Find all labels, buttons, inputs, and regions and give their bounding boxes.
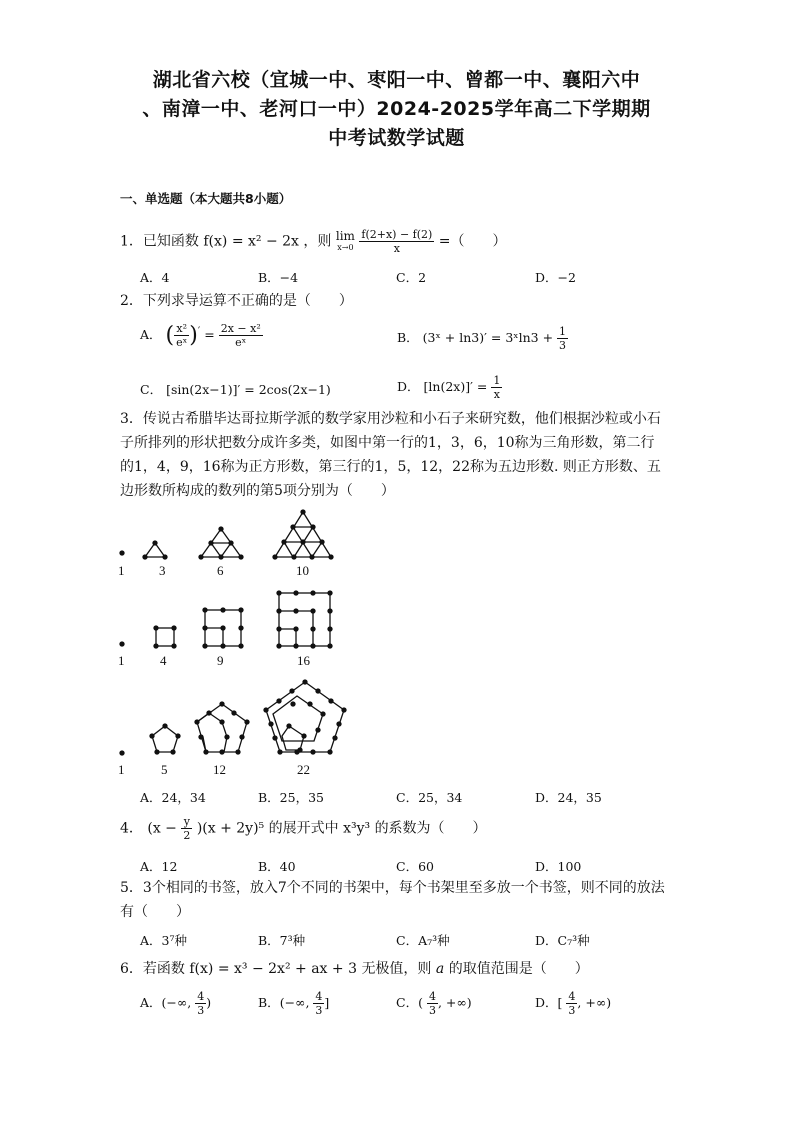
q2-d-num: 1 <box>493 374 501 387</box>
question-6 <box>120 958 589 978</box>
q2-d-den: x <box>493 388 500 401</box>
q3-option-a: A．24，34 <box>140 790 206 805</box>
q5-option-a: A．3⁷种 <box>140 933 187 948</box>
q5-option-d: D．C₇³种 <box>535 933 590 948</box>
q6-d-num: 4 <box>568 990 576 1003</box>
q2-b-fraction <box>557 325 568 352</box>
q6-a-den: 3 <box>197 1004 205 1017</box>
q6-b-fraction <box>313 990 324 1017</box>
q6-d-den: 3 <box>568 1004 576 1017</box>
q2-b-expr: (3ˣ + ln3)′ = 3ˣln3 + <box>422 330 554 345</box>
q6-d-left: [ <box>557 995 563 1010</box>
sq-label-1: 1 <box>118 653 125 668</box>
q6-c-num: 4 <box>428 990 436 1003</box>
q4-term: x³y³ <box>343 820 371 837</box>
q4-option-c: C．60 <box>396 859 434 874</box>
tri-6-shape <box>199 527 243 559</box>
tri-label-6: 6 <box>217 563 224 578</box>
q2-d-fraction <box>491 374 502 401</box>
q3-option-c: C．25，34 <box>396 790 463 805</box>
q2-option-a: A． ( $\frac{\text{x²}}{\text{eˣ}}$ )′ = $\frac{\text{2x − x²}}{\text{eˣ}}$ <box>140 322 261 349</box>
q6-c-label: C． <box>396 995 419 1010</box>
question-2-stem: 2．下列求导运算不正确的是（ ） <box>120 293 353 309</box>
q4-expr-a: (x − <box>147 820 177 837</box>
q4-suffix: 的系数为（ ） <box>374 820 487 837</box>
q1-option-d: D．−2 <box>535 270 576 285</box>
q6-c-left: ( <box>418 995 423 1010</box>
q6-option-b <box>258 990 329 1017</box>
q6-b-right: ] <box>324 995 330 1010</box>
q6-option-c <box>396 990 472 1017</box>
title-line-3: 中考试数学试题 <box>328 127 465 149</box>
q4-option-a: A．12 <box>140 859 178 874</box>
q1-lim-text: lim <box>335 228 355 243</box>
q4-prefix: 4． <box>120 820 143 837</box>
q3-option-b: B．25，35 <box>258 790 324 805</box>
pent-22-shape <box>264 680 346 754</box>
q1-option-c: C．2 <box>396 270 427 285</box>
q2-a-left-fraction <box>174 322 189 349</box>
page-title <box>100 66 693 153</box>
q6-a-right: ) <box>206 995 212 1010</box>
q6-d-label: D． <box>535 995 558 1010</box>
q2-b-num: 1 <box>559 325 567 338</box>
q2-a-label: A． <box>140 327 162 342</box>
q5-option-b: B．7³种 <box>258 933 306 948</box>
q6-option-a <box>140 990 211 1017</box>
q1-function: f(x) = x² − 2x <box>203 233 299 250</box>
tri-10-shape <box>273 510 333 559</box>
q4-fraction-num: y <box>181 815 192 829</box>
q2-a-right-den: eˣ <box>235 336 247 349</box>
pent-label-1: 1 <box>118 762 125 777</box>
q2-d-expr: [ln(2x)]′ = <box>423 379 488 394</box>
sq-1-dot <box>120 642 124 646</box>
q6-b-num: 4 <box>315 990 323 1003</box>
q6-option-d <box>535 990 611 1017</box>
q2-option-c <box>140 380 331 398</box>
q6-a-left: (−∞, <box>161 995 192 1010</box>
q2-b-den: 3 <box>559 339 567 352</box>
q6-suffix: 的取值范围是（ ） <box>448 961 589 977</box>
q6-b-label: B． <box>258 995 280 1010</box>
q2-option-d <box>397 374 502 401</box>
tri-3-shape <box>143 541 167 559</box>
figurate-numbers-figure <box>110 508 470 773</box>
q4-fraction-den: 2 <box>183 829 191 842</box>
sq-label-16: 16 <box>297 653 310 668</box>
pent-12-shape <box>195 702 249 754</box>
q1-option-b: B．−4 <box>258 270 299 285</box>
q6-c-den: 3 <box>428 1004 436 1017</box>
sq-4-shape <box>154 626 176 648</box>
q2-c-label: C． <box>140 382 163 397</box>
q4-option-b: B．40 <box>258 859 296 874</box>
q4-fraction <box>181 815 192 842</box>
pent-label-12: 12 <box>213 762 226 777</box>
sq-label-4: 4 <box>160 653 167 668</box>
question-3-stem: 3．传说古希腊毕达哥拉斯学派的数学家用沙粒和小石子来研究数，他们根据沙粒或小石子所排列的形状把数分成许多类，如图中第一行的1，3，6，10称为三角形数，第二行的1，4，9，16称为正方形数，第三行的1，5，12，22称为五边形数. 则正方形数、五边形数所构成的数列的第5项分别为（ ） <box>120 411 661 499</box>
q6-variable: a <box>435 961 445 977</box>
question-4 <box>120 815 487 842</box>
q1-limit <box>336 230 355 254</box>
q4-mid: 的展开式中 <box>268 820 339 837</box>
q1-option-a: A．4 <box>140 270 170 285</box>
sq-16-shape <box>277 591 332 648</box>
q6-prefix: 6．若函数 <box>120 961 185 977</box>
q2-a-right-num: 2x − x² <box>220 322 261 335</box>
q6-d-fraction <box>566 990 577 1017</box>
tri-label-3: 3 <box>159 563 166 578</box>
pent-1-dot <box>120 751 124 755</box>
question-5-stem: 5．3个相同的书签，放入7个不同的书架中，每个书架里至多放一个书签，则不同的放法有（ ） <box>120 880 665 920</box>
question-1 <box>120 228 507 255</box>
sq-label-9: 9 <box>217 653 224 668</box>
q1-fraction-denominator: x <box>393 242 400 255</box>
q3-option-d: D．24，35 <box>535 790 602 805</box>
q6-a-fraction <box>195 990 206 1017</box>
q6-function: f(x) = x³ − 2x² + ax + 3 <box>189 961 357 977</box>
q6-c-right: , +∞) <box>437 995 472 1010</box>
q1-fraction <box>359 228 434 255</box>
pent-label-22: 22 <box>297 762 310 777</box>
sq-9-shape <box>203 608 243 648</box>
q1-fraction-numerator: f(2+x) − f(2) <box>361 228 433 241</box>
pent-label-5: 5 <box>161 762 168 777</box>
q2-a-equals: = <box>204 327 215 342</box>
q1-lim-subscript: x→0 <box>337 242 354 252</box>
q4-option-d: D．100 <box>535 859 582 874</box>
q4-expr-b: )(x + 2y)⁵ <box>196 820 265 837</box>
q1-mid: ，则 <box>303 233 332 250</box>
q1-prefix: 1．已知函数 <box>120 233 199 250</box>
tri-label-1: 1 <box>118 563 125 578</box>
pent-5-shape <box>150 724 180 754</box>
q2-option-b <box>397 325 568 352</box>
q6-a-label: A． <box>140 995 162 1010</box>
q1-suffix: =（ ） <box>438 233 507 250</box>
q2-c-expr: [sin(2x−1)]′ = 2cos(2x−1) <box>166 382 331 397</box>
q6-b-left: (−∞, <box>279 995 310 1010</box>
q2-d-label: D． <box>397 379 420 394</box>
tri-label-10: 10 <box>296 563 309 578</box>
title-line-2: 、南漳一中、老河口一中）2024-2025学年高二下学期期 <box>142 98 651 120</box>
q6-d-right: , +∞) <box>577 995 612 1010</box>
q2-a-left-num: x² <box>174 322 189 336</box>
q2-a-right-fraction <box>219 322 263 349</box>
q6-c-fraction <box>427 990 438 1017</box>
tri-1-dot <box>120 551 124 555</box>
q2-a-left-den: eˣ <box>176 336 188 349</box>
q2-b-label: B． <box>397 330 419 345</box>
q6-a-num: 4 <box>197 990 205 1003</box>
q6-b-den: 3 <box>315 1004 323 1017</box>
q5-option-c: C．A₇³种 <box>396 933 450 948</box>
section-heading: 一、单选题（本大题共8小题） <box>120 191 292 206</box>
title-line-1: 湖北省六校（宜城一中、枣阳一中、曾都一中、襄阳六中 <box>152 69 641 91</box>
q6-mid: 无极值，则 <box>361 961 432 977</box>
